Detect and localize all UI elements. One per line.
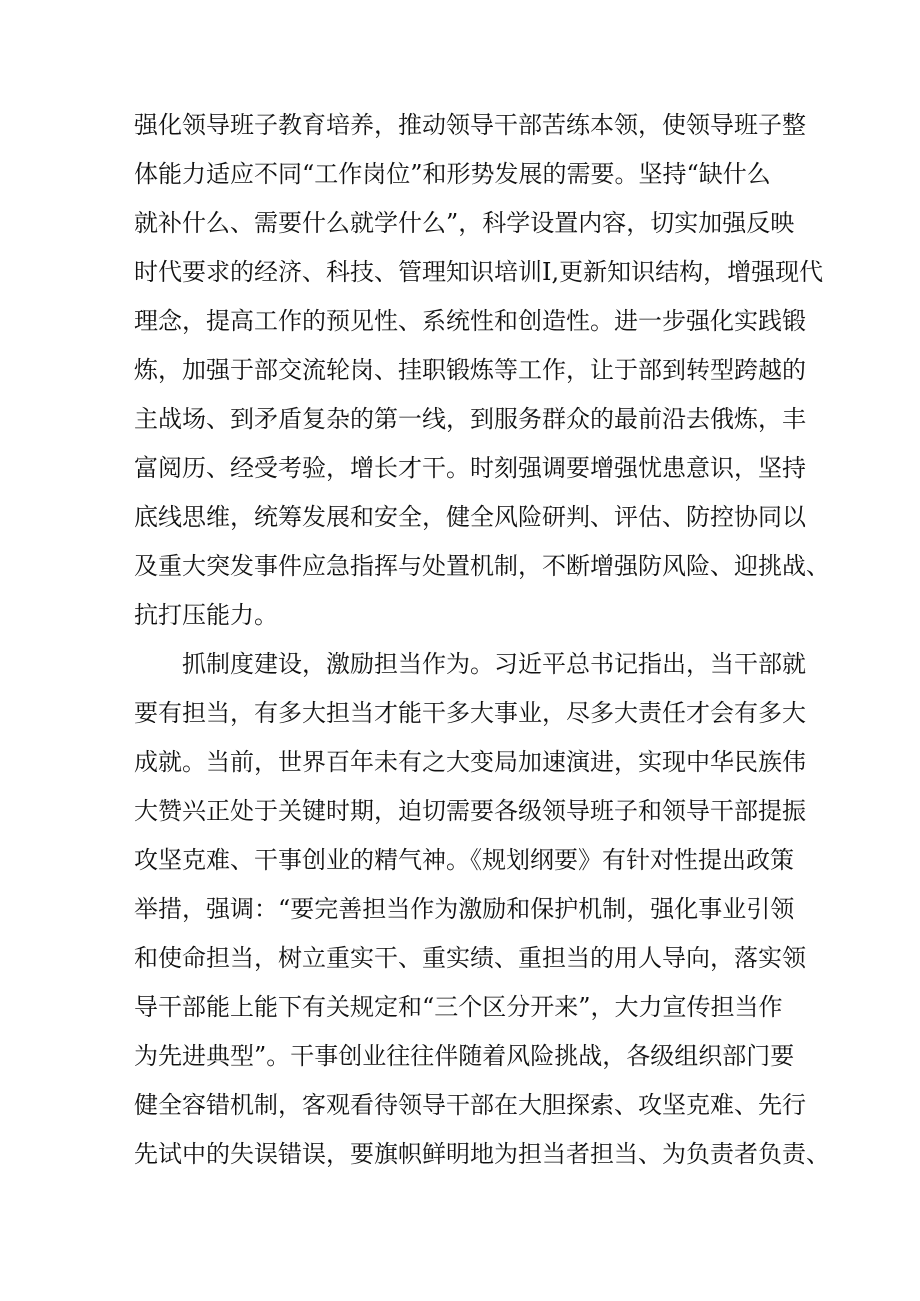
paragraph-1-line-2: 体能力适应不同“工作岗位”和形势发展的需要。坚持“缺什么 xyxy=(134,160,771,188)
paragraph-2-line-5: 攻坚克难、干事创业的精气神。《规划纲要》有针对性提出政策 xyxy=(134,846,794,874)
paragraph-2-line-10: 健全容错机制，客观看待领导干部在大胆探索、攻坚克难、先行 xyxy=(134,1091,806,1119)
paragraph-1-line-6: 炼，加强于部交流轮岗、挂职锻炼等工作，让于部到转型跨越的 xyxy=(134,356,806,384)
paragraph-2-line-11: 先试中的失误错误，要旗帜鲜明地为担当者担当、为负责者负责、 xyxy=(134,1140,830,1168)
paragraph-2-line-4: 大赞兴正处于关键时期，迫切需要各级领导班子和领导干部提振 xyxy=(134,797,806,825)
paragraph-2-line-8: 导干部能上能下有关规定和“三个区分开来”，大力宣传担当作 xyxy=(134,993,783,1021)
paragraph-1-line-11: 抗打压能力。 xyxy=(134,601,278,629)
paragraph-1-line-9: 底线思维，统筹发展和安全，健全风险研判、评估、防控协同以 xyxy=(134,503,806,531)
paragraph-1-line-5: 理念，提高工作的预见性、系统性和创造性。进一步强化实践锻 xyxy=(134,307,806,335)
paragraph-1-line-7: 主战场、到矛盾复杂的第一线，到服务群众的最前沿去俄炼，丰 xyxy=(134,405,806,433)
paragraph-2-line-6: 举措，强调：“要完善担当作为激励和保护机制，强化事业引领 xyxy=(134,895,795,923)
paragraph-1-line-4: 时代要求的经济、科技、管理知识培训I,更新知识结构，增强现代 xyxy=(134,258,824,286)
paragraph-2-line-2: 要有担当，有多大担当才能干多大事业，尽多大责任才会有多大 xyxy=(134,699,806,727)
paragraph-2-line-7: 和使命担当，树立重实干、重实绩、重担当的用人导向，落实领 xyxy=(134,944,806,972)
paragraph-1-line-1: 强化领导班子教育培养，推动领导干部苦练本领，使领导班子整 xyxy=(134,111,806,139)
paragraph-1-line-3: 就补什么、需要什么就学什么”，科学设置内容，切实加强反映 xyxy=(134,209,795,237)
paragraph-2-line-3: 成就。当前，世界百年未有之大变局加速演进，实现中华民族伟 xyxy=(134,748,806,776)
paragraph-2-line-1: 抓制度建设，激励担当作为。习近平总书记指出，当干部就 xyxy=(182,650,806,678)
paragraph-1-line-8: 富阅历、经受考验，增长才干。时刻强调要增强忧患意识，坚持 xyxy=(134,454,806,482)
paragraph-1-line-10: 及重大突发事件应急指挥与处置机制，不断增强防风险、迎挑战、 xyxy=(134,552,830,580)
paragraph-2-line-9: 为先进典型”。干事创业往往伴随着风险挑战，各级组织部门要 xyxy=(134,1042,795,1070)
